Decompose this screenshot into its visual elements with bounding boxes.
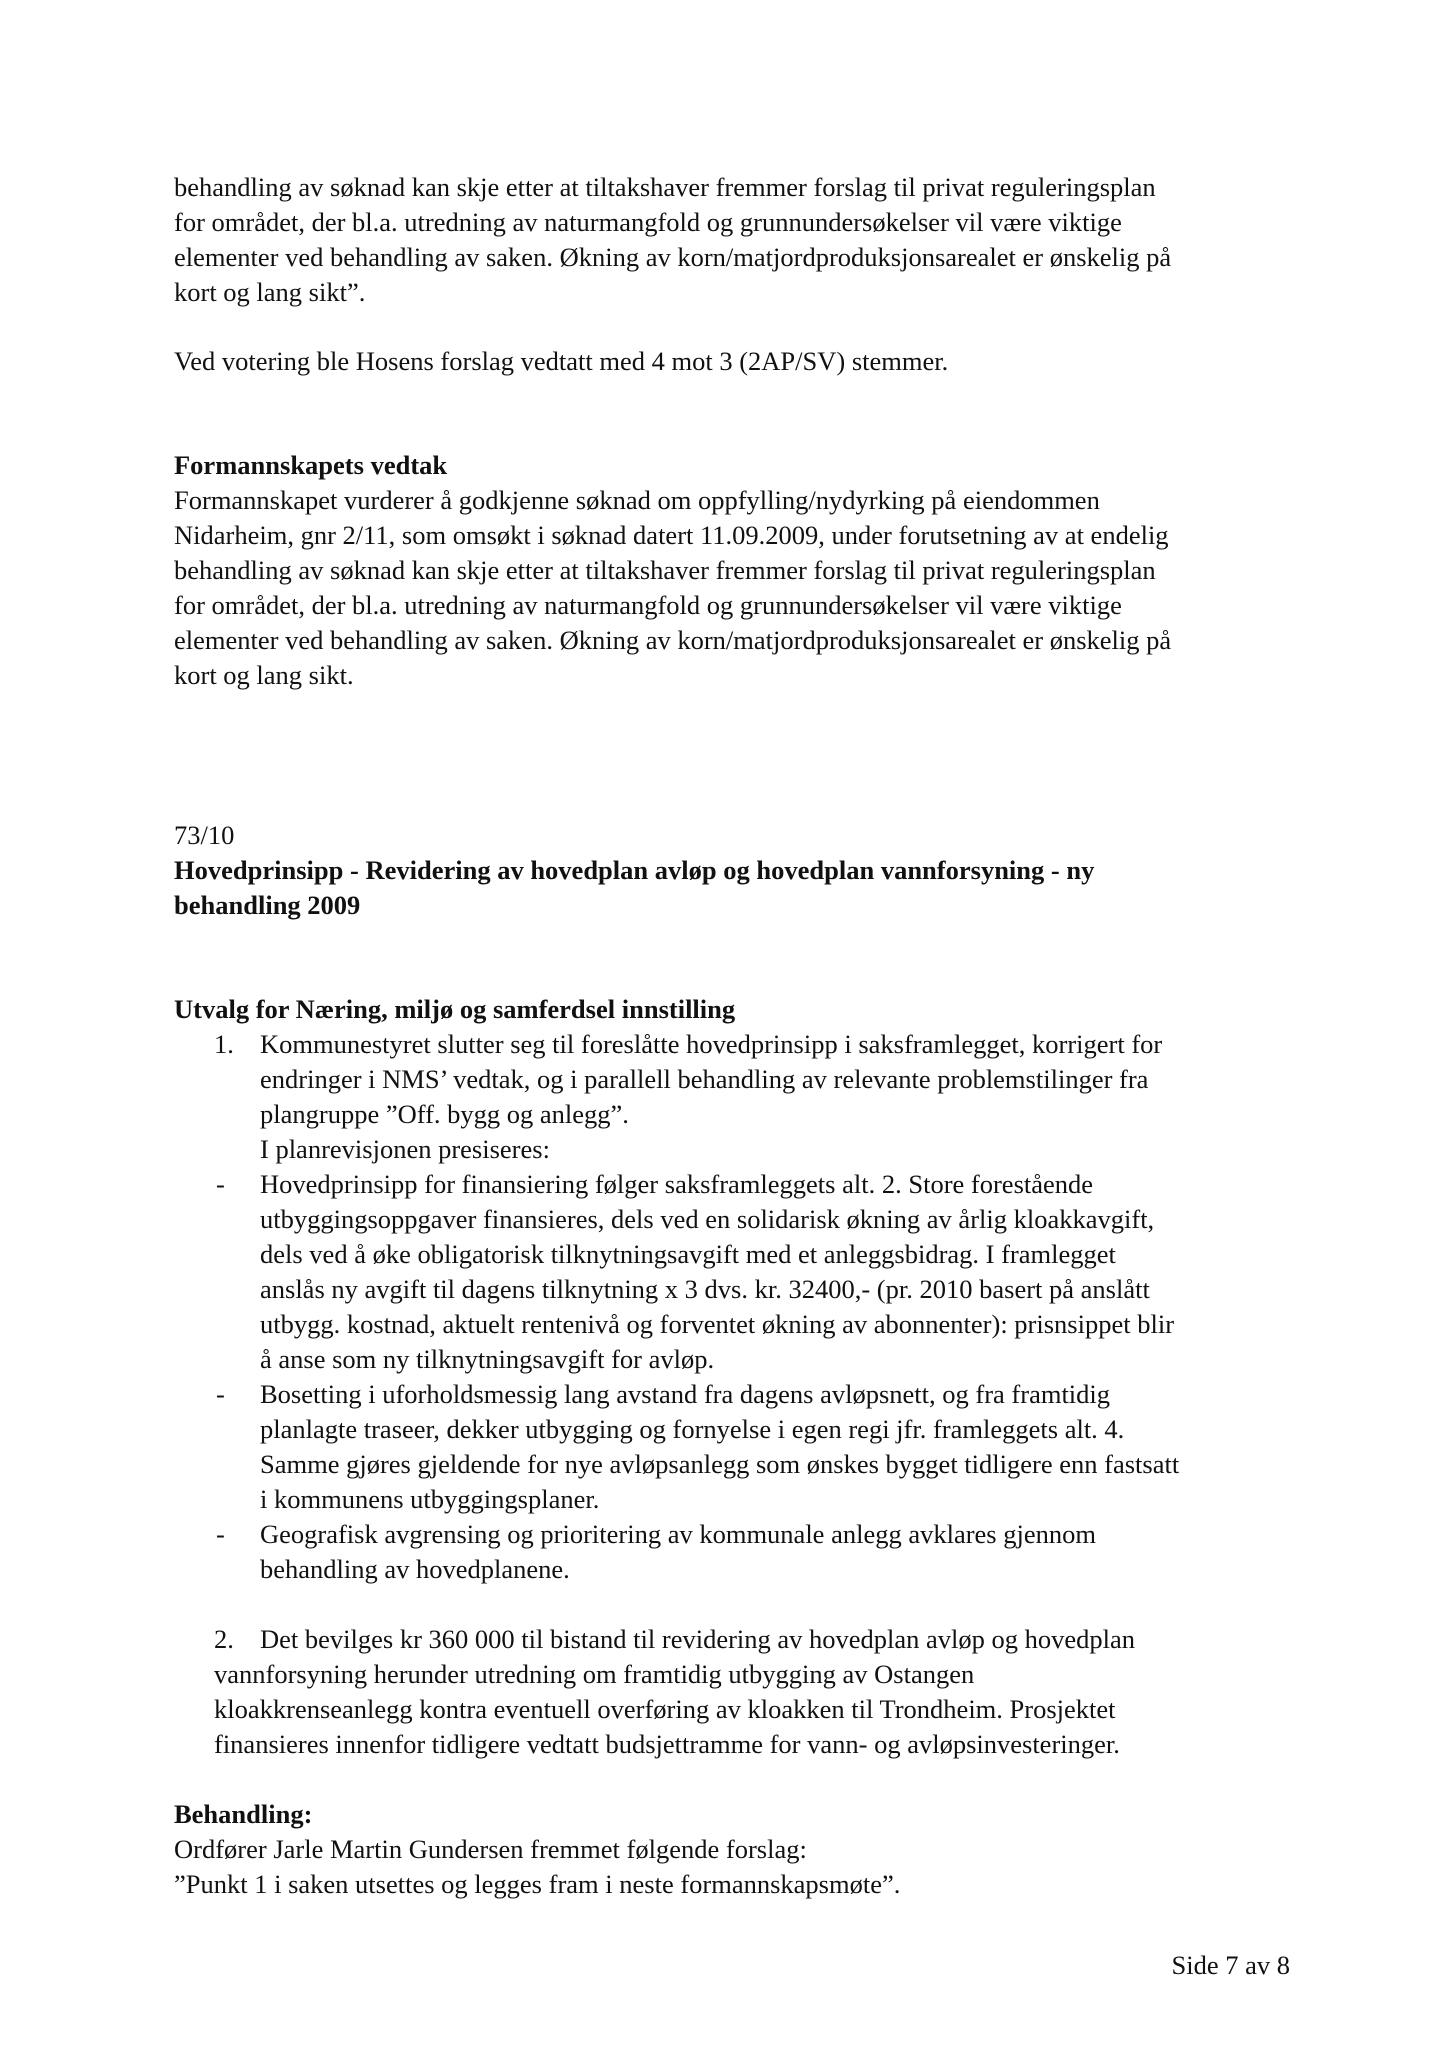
text-line: elementer ved behandling av saken. Økning av korn/matjordproduksjonsarealet er ønskelig på [174, 242, 1172, 272]
text-line: behandling av søknad kan skje etter at tiltakshaver fremmer forslag til privat reguleringsplan [174, 555, 1156, 585]
case-title-line: behandling 2009 [174, 890, 361, 920]
page-number: Side 7 av 8 [1171, 1950, 1290, 1980]
dash-item [216, 1167, 1286, 1377]
text-line: Formannskapet vurderer å godkjenne søknad om oppfylling/nydyrking på eiendommen [174, 485, 1100, 515]
numbered-item-2-continuation [214, 1657, 1284, 1762]
text-line: Geografisk avgrensing og prioritering av kommunale anlegg avklares gjennom [260, 1519, 1096, 1549]
dash-item [216, 1517, 1286, 1587]
text-line: Det bevilges kr 360 000 til bistand til revidering av hovedplan avløp og hovedplan [260, 1624, 1136, 1654]
text-line: planlagte traseer, dekker utbygging og fornyelse i egen regi jfr. framleggets alt. 4. [260, 1414, 1125, 1444]
text-line: behandling av søknad kan skje etter at tiltakshaver fremmer forslag til privat reguleringsplan [174, 172, 1156, 202]
dash-marker: - [216, 1519, 225, 1549]
text-line: utbygg. kostnad, aktuelt rentenivå og forventet økning av abonnenter): prisnsippet blir [260, 1309, 1175, 1339]
section-heading: Utvalg for Næring, miljø og samferdsel innstilling [174, 994, 736, 1024]
text-line: anslås ny avgift til dagens tilknytning x 3 dvs. kr. 32400,- (pr. 2010 basert på anslått [260, 1274, 1150, 1304]
numbered-item-1 [214, 1027, 1284, 1167]
text-line: endringer i NMS’ vedtak, og i parallell behandling av relevante problemstilinger fra [260, 1064, 1149, 1094]
text-line: vannforsyning herunder utredning om framtidig utbygging av Ostangen [214, 1659, 975, 1689]
section-heading: Formannskapets vedtak [174, 450, 448, 480]
text-line: kort og lang sikt”. [174, 277, 366, 307]
text-line: for området, der bl.a. utredning av naturmangfold og grunnundersøkelser vil være viktige [174, 207, 1122, 237]
case-number-text: 73/10 [174, 820, 235, 850]
section-heading: Behandling: [174, 1799, 313, 1829]
text-line: i kommunens utbyggingsplaner. [260, 1484, 600, 1514]
vote-text: Ved votering ble Hosens forslag vedtatt med 4 mot 3 (2AP/SV) stemmer. [174, 346, 949, 376]
text-line: Ordfører Jarle Martin Gundersen fremmet følgende forslag: [174, 1834, 807, 1864]
case-number [174, 818, 1294, 853]
dash-marker: - [216, 1379, 225, 1409]
vote-result [174, 344, 1294, 379]
list-number: 1. [214, 1029, 234, 1059]
text-line: Nidarheim, gnr 2/11, som omsøkt i søknad datert 11.09.2009, under forutsetning av at endelig [174, 520, 1169, 550]
text-line: for området, der bl.a. utredning av naturmangfold og grunnundersøkelser vil være viktige [174, 590, 1122, 620]
text-line: dels ved å øke obligatorisk tilknytningsavgift med et anleggsbidrag. I framlegget [260, 1239, 1116, 1269]
text-line: I planrevisjonen presiseres: [260, 1134, 550, 1164]
text-line: å anse som ny tilknytningsavgift for avløp. [260, 1344, 715, 1374]
text-line: elementer ved behandling av saken. Økning av korn/matjordproduksjonsarealet er ønskelig på [174, 625, 1172, 655]
continuation-paragraph [174, 170, 1294, 310]
case-title [174, 853, 1294, 923]
formannskap-section [174, 448, 1294, 693]
text-line: Bosetting i uforholdsmessig lang avstand fra dagens avløpsnett, og fra framtidig [260, 1379, 1111, 1409]
text-line: Samme gjøres gjeldende for nye avløpsanlegg som ønskes bygget tidligere enn fastsatt [260, 1449, 1180, 1479]
list-number: 2. [214, 1624, 234, 1654]
text-line: Hovedprinsipp for finansiering følger saksframleggets alt. 2. Store forestående [260, 1169, 1094, 1199]
text-line: utbyggingsoppgaver finansieres, dels ved en solidarisk økning av årlig kloakkavgift, [260, 1204, 1155, 1234]
text-line: ”Punkt 1 i saken utsettes og legges fram i neste formannskapsmøte”. [174, 1869, 901, 1899]
text-line: finansieres innenfor tidligere vedtatt budsjettramme for vann- og avløpsinvesteringer. [214, 1729, 1120, 1759]
text-line: plangruppe ”Off. bygg og anlegg”. [260, 1099, 629, 1129]
behandling-section [174, 1797, 1294, 1902]
innstilling-heading-block [174, 992, 1294, 1027]
text-line: Kommunestyret slutter seg til foreslåtte hovedprinsipp i saksframlegget, korrigert for [260, 1029, 1163, 1059]
dash-item [216, 1377, 1286, 1517]
text-line: behandling av hovedplanene. [260, 1554, 570, 1584]
dash-marker: - [216, 1169, 225, 1199]
case-title-line: Hovedprinsipp - Revidering av hovedplan avløp og hovedplan vannforsyning - ny [174, 855, 1095, 885]
text-line: kort og lang sikt. [174, 660, 354, 690]
text-line: kloakkrenseanlegg kontra eventuell overføring av kloakken til Trondheim. Prosjektet [214, 1694, 1116, 1724]
